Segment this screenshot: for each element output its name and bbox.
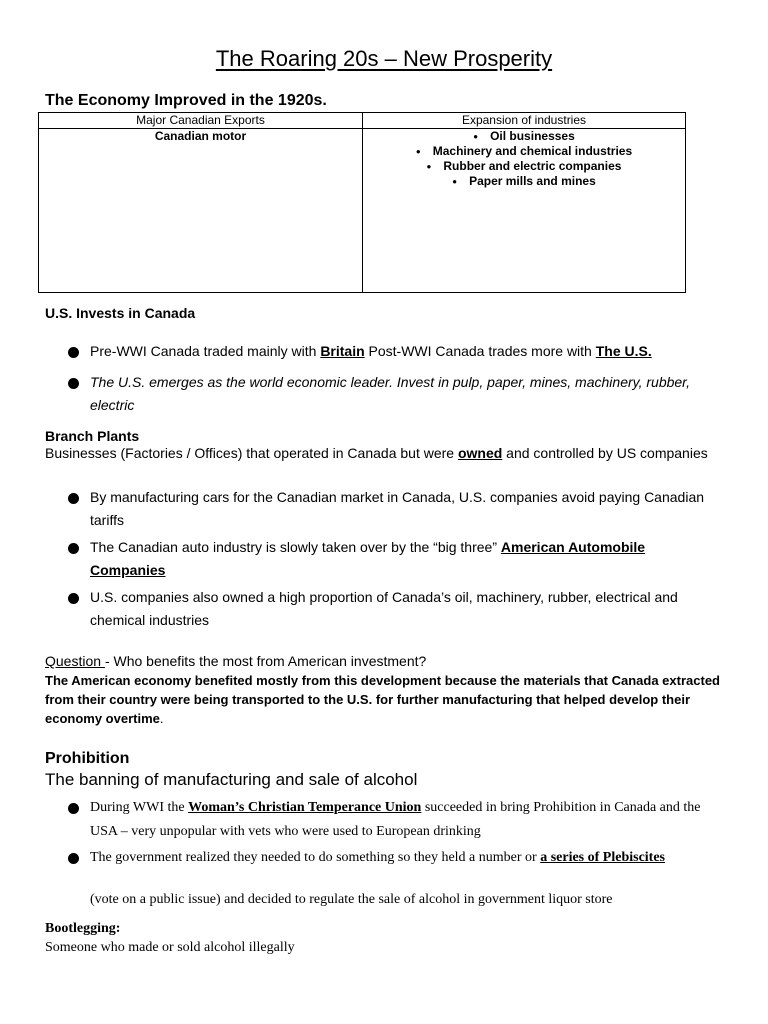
industry-item: ● Oil businesses: [363, 129, 685, 144]
question: Question - Who benefits the most from American investment?: [45, 653, 427, 669]
question-label: Question: [45, 653, 105, 669]
plebiscite-note: (vote on a public issue) and decided to regulate the sale of alcohol in government liquor store: [90, 892, 613, 907]
bootlegging-heading: Bootlegging:: [45, 921, 121, 936]
industries-header: Expansion of industries: [363, 113, 685, 129]
bullet-icon: [68, 378, 79, 389]
branch-plants-heading: Branch Plants: [45, 428, 140, 444]
branch-bullet-1: By manufacturing cars for the Canadian market in Canada, U.S. companies avoid paying Canadian tariffs: [90, 489, 705, 528]
bullet-icon: [68, 593, 79, 604]
bullet-icon: [68, 347, 79, 358]
owned-term: owned: [457, 445, 503, 461]
prohibition-definition: The banning of manufacturing and sale of alcohol: [45, 770, 418, 789]
page-title: The Roaring 20s – New Prosperity: [215, 46, 553, 71]
industries-column: [363, 113, 685, 292]
bullet-icon: [68, 543, 79, 554]
us-bullet-2: The U.S. emerges as the world economic leader. Invest in pulp, paper, mines, machinery, rubber, electric: [90, 374, 690, 413]
branch-bullet-3: U.S. companies also owned a high proportion of Canada’s oil, machinery, rubber, electrical and chemical industries: [90, 589, 678, 628]
branch-definition: Businesses (Factories / Offices) that operated in Canada but were owned and controlled by US companies: [45, 445, 708, 461]
industry-item: ● Paper mills and mines: [363, 174, 685, 189]
plebiscites-term: a series of Plebiscites: [540, 850, 665, 865]
bullet-icon: [68, 803, 79, 814]
us-invests-heading: U.S. Invests in Canada: [45, 305, 196, 321]
wctu-term: Woman’s Christian Temperance Union: [188, 800, 422, 815]
exports-column: [39, 113, 363, 292]
prohibition-bullet-2: The government realized they needed to do something so they held a number or a series of Plebiscites: [90, 850, 665, 865]
britain-term: Britain: [320, 343, 365, 359]
us-bullet-1: Pre-WWI Canada traded mainly with Britain Post-WWI Canada trades more with The U.S.: [90, 343, 652, 359]
us-term: The U.S.: [595, 343, 652, 359]
answer: The American economy benefited mostly from this development because the materials that Canada extracted from their country were being transported to the U.S. for further manufacturing that helped develop their economy overtime.: [45, 673, 720, 726]
exports-header: Major Canadian Exports: [39, 113, 362, 129]
bullet-icon: [68, 493, 79, 504]
bullet-icon: [68, 853, 79, 864]
economy-heading: The Economy Improved in the 1920s.: [45, 92, 327, 109]
export-item: Canadian motor: [154, 129, 247, 143]
industry-item: ● Machinery and chemical industries: [363, 144, 685, 159]
industry-item: ● Rubber and electric companies: [363, 159, 685, 174]
american-automobile-term: American Automobile Companies: [90, 539, 646, 578]
economy-table: [38, 112, 686, 293]
prohibition-bullet-1: During WWI the Woman’s Christian Temperance Union succeeded in bring Prohibition in Canada and the USA – very unpopular with vets who were used to European drinking: [90, 800, 701, 839]
branch-bullet-2: The Canadian auto industry is slowly taken over by the “big three” American Automobile Companies: [90, 539, 646, 578]
prohibition-heading: Prohibition: [45, 750, 130, 767]
bootlegging-definition: Someone who made or sold alcohol illegally: [45, 940, 295, 955]
